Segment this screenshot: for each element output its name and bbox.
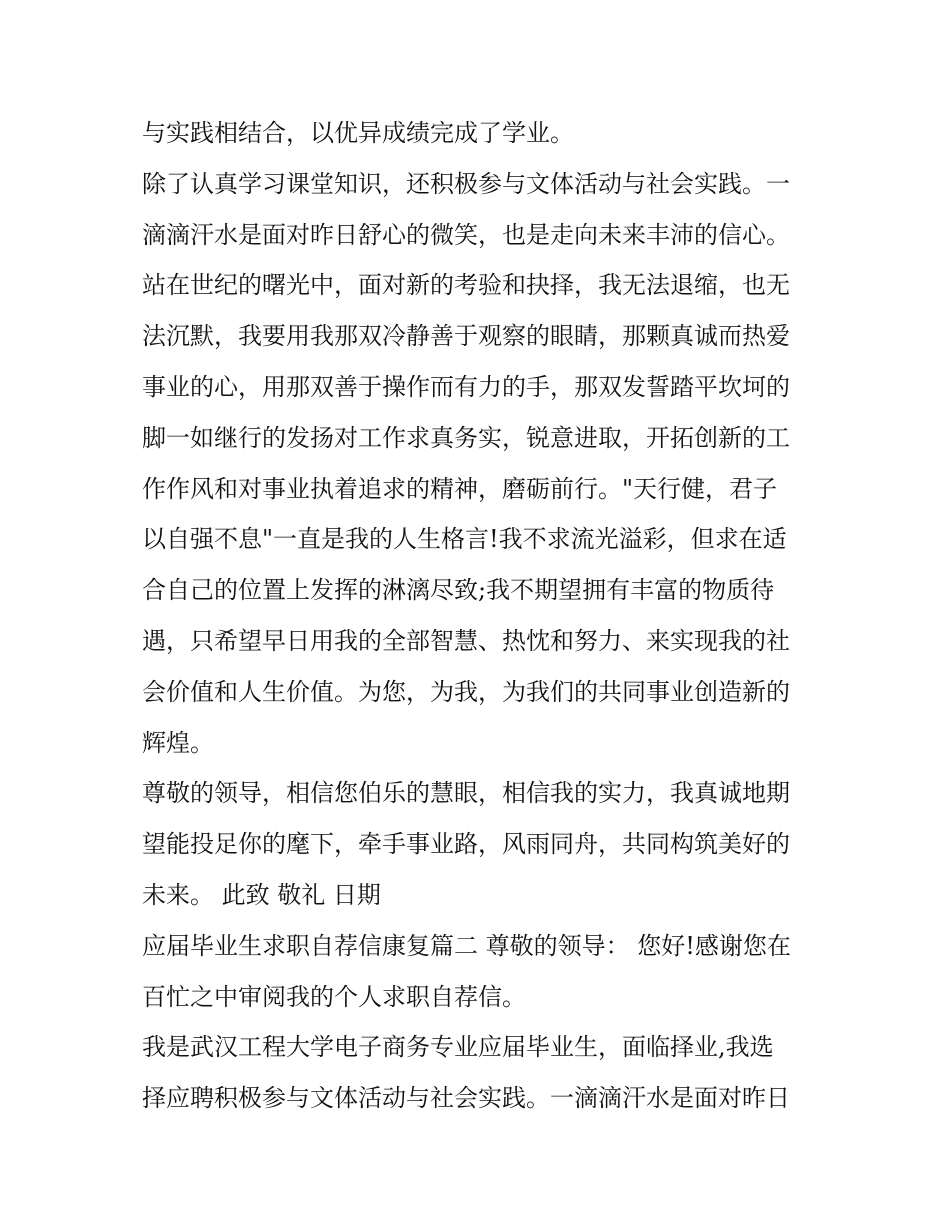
document-body <box>142 108 822 1124</box>
text-line: 以自强不息"一直是我的人生格言!我不求流光溢彩，但求在适 <box>142 525 787 554</box>
text-line: 脚一如继行的发扬对工作求真务实，锐意进取，开拓创新的工 <box>142 423 790 452</box>
text-line: 会价值和人生价值。为您，为我，为我们的共同事业创造新的 <box>142 677 790 706</box>
text-line: 滴滴汗水是面对昨日舒心的微笑，也是走向未来丰沛的信心。 <box>142 220 790 249</box>
text-line: 事业的心，用那双善于操作而有力的手，那双发誓踏平坎坷的 <box>142 372 790 401</box>
text-line: 除了认真学习课堂知识，还积极参与文体活动与社会实践。一 <box>142 169 790 198</box>
text-line: 辉煌。 <box>142 728 214 757</box>
text-line: 作作风和对事业执着追求的精神，磨砺前行。"天行健，君子 <box>142 474 778 503</box>
text-line: 应届毕业生求职自荐信康复篇二 尊敬的领导： 您好!感谢您在 <box>142 931 791 960</box>
text-line: 遇，只希望早日用我的全部智慧、热忱和努力、来实现我的社 <box>142 626 790 655</box>
text-line: 未来。 此致 敬礼 日期 <box>142 880 381 909</box>
text-line: 我是武汉工程大学电子商务专业应届毕业生，面临择业,我选 <box>142 1033 774 1062</box>
text-line: 法沉默，我要用我那双冷静善于观察的眼睛，那颗真诚而热爱 <box>142 322 790 351</box>
text-line: 望能投足你的麾下，牵手事业路，风雨同舟，共同构筑美好的 <box>142 830 790 859</box>
text-line: 择应聘积极参与文体活动与社会实践。一滴滴汗水是面对昨日 <box>142 1084 790 1113</box>
text-line: 与实践相结合，以优异成绩完成了学业。 <box>142 119 574 147</box>
text-line: 尊敬的领导，相信您伯乐的慧眼，相信我的实力，我真诚地期 <box>142 779 790 808</box>
text-line: 合自己的位置上发挥的淋漓尽致;我不期望拥有丰富的物质待 <box>142 576 775 605</box>
text-line: 百忙之中审阅我的个人求职自荐信。 <box>142 982 526 1011</box>
text-line: 站在世纪的曙光中，面对新的考验和抉择，我无法退缩，也无 <box>142 271 790 300</box>
